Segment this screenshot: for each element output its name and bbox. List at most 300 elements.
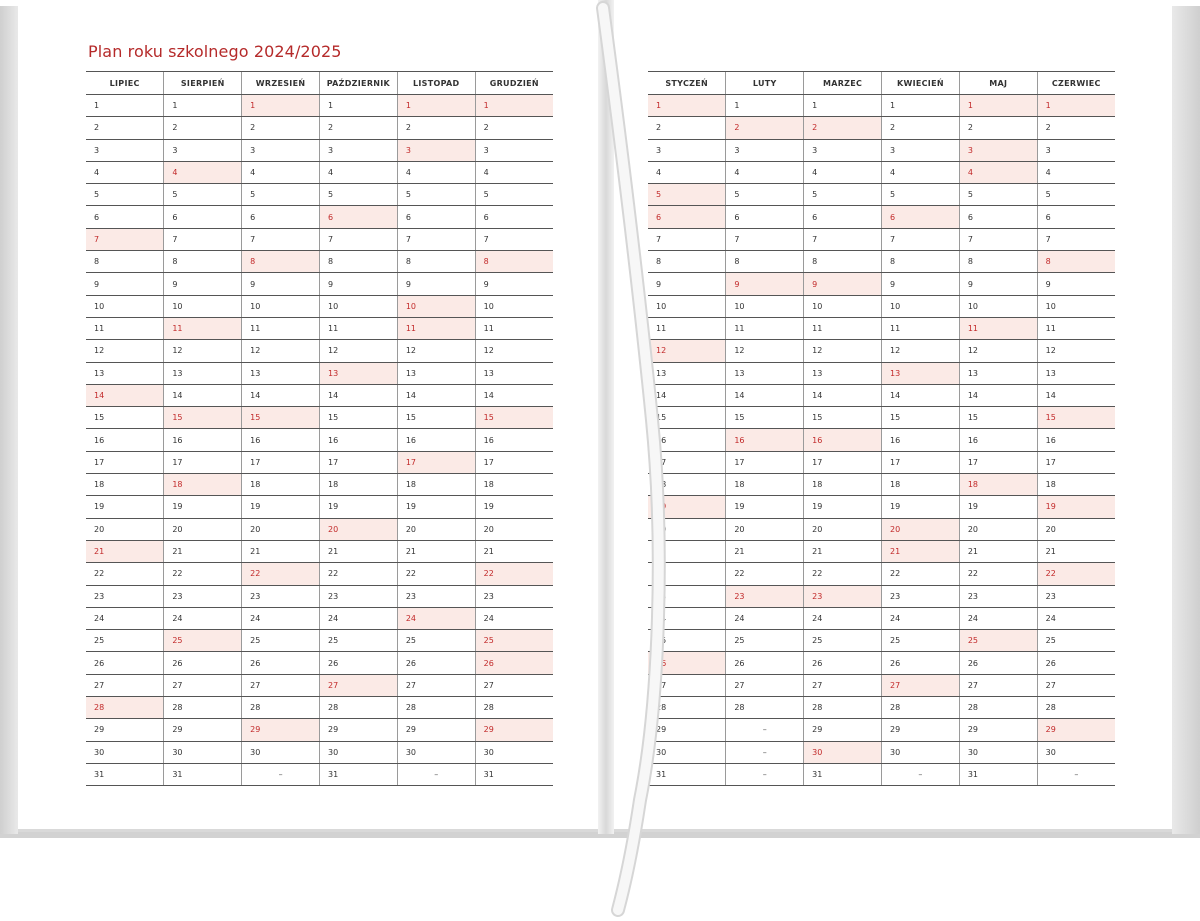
day-row [86, 585, 553, 607]
day-cell: 29 [164, 719, 242, 741]
day-cell-highlighted: 2 [804, 117, 882, 139]
day-cell: 18 [648, 474, 726, 496]
day-cell: 21 [804, 540, 882, 562]
day-row [86, 697, 553, 719]
day-cell-empty: – [726, 741, 804, 763]
day-cell: 2 [1037, 117, 1115, 139]
day-cell-highlighted: 23 [726, 585, 804, 607]
day-row [86, 139, 553, 161]
day-cell: 8 [959, 251, 1037, 273]
day-cell: 23 [319, 585, 397, 607]
day-cell: 22 [959, 563, 1037, 585]
day-cell: 6 [397, 206, 475, 228]
day-cell: 29 [397, 719, 475, 741]
day-cell: 10 [959, 295, 1037, 317]
day-row [648, 184, 1115, 206]
day-cell: 28 [726, 697, 804, 719]
day-cell: 14 [726, 384, 804, 406]
day-row [648, 719, 1115, 741]
day-cell: 10 [1037, 295, 1115, 317]
day-cell: 1 [86, 95, 164, 117]
day-cell: 1 [726, 95, 804, 117]
day-cell: 4 [319, 161, 397, 183]
day-cell-highlighted: 15 [242, 407, 320, 429]
day-cell-highlighted: 11 [164, 317, 242, 339]
book-gutter [598, 0, 614, 834]
day-cell-highlighted: 17 [397, 451, 475, 473]
day-row [86, 273, 553, 295]
day-cell: 7 [881, 228, 959, 250]
day-cell: 16 [959, 429, 1037, 451]
day-row [86, 384, 553, 406]
day-row [648, 273, 1115, 295]
day-cell-highlighted: 8 [1037, 251, 1115, 273]
day-cell-highlighted: 4 [959, 161, 1037, 183]
day-cell: 24 [242, 607, 320, 629]
day-cell: 23 [648, 585, 726, 607]
day-cell: 27 [804, 674, 882, 696]
day-cell: 30 [1037, 741, 1115, 763]
day-cell-highlighted: 5 [648, 184, 726, 206]
day-row [648, 161, 1115, 183]
day-cell: 22 [397, 563, 475, 585]
day-cell: 21 [164, 540, 242, 562]
day-cell-highlighted: 29 [1037, 719, 1115, 741]
day-cell: 11 [475, 317, 553, 339]
day-cell: 19 [804, 496, 882, 518]
day-cell: 9 [164, 273, 242, 295]
day-cell: 9 [242, 273, 320, 295]
day-cell-highlighted: 29 [242, 719, 320, 741]
day-cell: 31 [319, 763, 397, 785]
day-row [86, 607, 553, 629]
day-cell: 25 [648, 630, 726, 652]
day-cell: 25 [726, 630, 804, 652]
day-cell: 16 [397, 429, 475, 451]
day-cell: 4 [648, 161, 726, 183]
day-cell: 31 [648, 763, 726, 785]
day-row [648, 607, 1115, 629]
day-cell: 26 [319, 652, 397, 674]
day-cell: 28 [164, 697, 242, 719]
day-row [648, 518, 1115, 540]
day-row [86, 117, 553, 139]
day-row [86, 563, 553, 585]
day-cell: 29 [881, 719, 959, 741]
day-cell: 27 [1037, 674, 1115, 696]
day-cell-highlighted: 26 [648, 652, 726, 674]
day-cell: 7 [242, 228, 320, 250]
day-cell: 25 [86, 630, 164, 652]
day-cell: 22 [164, 563, 242, 585]
day-cell: 14 [397, 384, 475, 406]
day-cell: 23 [164, 585, 242, 607]
day-row [86, 630, 553, 652]
day-cell: 3 [804, 139, 882, 161]
calendar-table-first-half [86, 71, 553, 786]
day-cell: 27 [242, 674, 320, 696]
day-cell: 21 [1037, 540, 1115, 562]
day-cell: 6 [726, 206, 804, 228]
day-cell: 3 [648, 139, 726, 161]
day-cell: 17 [804, 451, 882, 473]
day-cell: 20 [804, 518, 882, 540]
day-cell: 14 [242, 384, 320, 406]
day-cell: 31 [475, 763, 553, 785]
day-cell: 17 [164, 451, 242, 473]
day-cell: 7 [959, 228, 1037, 250]
day-cell: 7 [397, 228, 475, 250]
day-cell: 28 [648, 697, 726, 719]
day-row [648, 674, 1115, 696]
day-cell: 8 [881, 251, 959, 273]
day-cell: 17 [959, 451, 1037, 473]
day-cell: 18 [1037, 474, 1115, 496]
day-cell-empty: – [726, 719, 804, 741]
day-cell: 4 [804, 161, 882, 183]
day-cell: 28 [881, 697, 959, 719]
day-cell-highlighted: 6 [319, 206, 397, 228]
day-cell: 23 [86, 585, 164, 607]
day-row [648, 741, 1115, 763]
day-cell: 26 [164, 652, 242, 674]
day-cell: 4 [242, 161, 320, 183]
day-cell: 3 [1037, 139, 1115, 161]
day-cell: 9 [319, 273, 397, 295]
month-header: KWIECIEŃ [881, 72, 959, 95]
day-cell-highlighted: 15 [475, 407, 553, 429]
day-cell: 25 [1037, 630, 1115, 652]
day-cell: 3 [726, 139, 804, 161]
day-cell: 8 [726, 251, 804, 273]
day-cell: 2 [648, 117, 726, 139]
day-cell: 9 [959, 273, 1037, 295]
month-header: WRZESIEŃ [242, 72, 320, 95]
day-cell: 30 [881, 741, 959, 763]
day-cell-highlighted: 6 [648, 206, 726, 228]
day-cell-highlighted: 16 [804, 429, 882, 451]
day-row [86, 518, 553, 540]
day-cell-highlighted: 15 [164, 407, 242, 429]
day-cell-highlighted: 7 [86, 228, 164, 250]
day-cell: 29 [319, 719, 397, 741]
day-cell: 22 [86, 563, 164, 585]
day-row [648, 251, 1115, 273]
day-cell: 23 [475, 585, 553, 607]
day-cell: 28 [319, 697, 397, 719]
day-cell: 31 [959, 763, 1037, 785]
day-cell: 4 [726, 161, 804, 183]
day-cell: 31 [804, 763, 882, 785]
day-cell: 4 [397, 161, 475, 183]
day-cell: 4 [86, 161, 164, 183]
day-cell: 5 [242, 184, 320, 206]
day-row [648, 429, 1115, 451]
day-cell: 8 [804, 251, 882, 273]
day-cell: 5 [804, 184, 882, 206]
day-cell: 6 [1037, 206, 1115, 228]
day-cell: 27 [648, 674, 726, 696]
month-header: MARZEC [804, 72, 882, 95]
day-cell: 25 [881, 630, 959, 652]
day-cell-highlighted: 1 [648, 95, 726, 117]
day-cell-highlighted: 11 [397, 317, 475, 339]
day-row [86, 429, 553, 451]
day-cell: 30 [164, 741, 242, 763]
day-cell: 13 [804, 362, 882, 384]
day-cell: 6 [959, 206, 1037, 228]
day-cell: 29 [648, 719, 726, 741]
day-cell: 1 [881, 95, 959, 117]
day-cell: 2 [86, 117, 164, 139]
day-cell: 20 [648, 518, 726, 540]
day-cell: 22 [804, 563, 882, 585]
month-header: PAŹDZIERNIK [319, 72, 397, 95]
day-cell: 7 [319, 228, 397, 250]
day-cell: 24 [881, 607, 959, 629]
day-cell: 18 [397, 474, 475, 496]
day-cell: 19 [86, 496, 164, 518]
day-cell: 27 [959, 674, 1037, 696]
day-cell: 22 [648, 563, 726, 585]
day-cell: 3 [242, 139, 320, 161]
day-cell-highlighted: 4 [164, 161, 242, 183]
day-row [86, 496, 553, 518]
day-row [86, 251, 553, 273]
day-cell: 7 [804, 228, 882, 250]
day-cell: 11 [881, 317, 959, 339]
day-cell: 30 [86, 741, 164, 763]
day-row [648, 585, 1115, 607]
day-cell: 7 [164, 228, 242, 250]
day-cell: 26 [726, 652, 804, 674]
day-cell-empty: – [726, 763, 804, 785]
day-cell-highlighted: 10 [397, 295, 475, 317]
day-cell: 23 [1037, 585, 1115, 607]
day-cell: 21 [475, 540, 553, 562]
day-cell: 2 [397, 117, 475, 139]
day-cell: 10 [726, 295, 804, 317]
day-cell: 23 [242, 585, 320, 607]
day-cell: 7 [648, 228, 726, 250]
month-header: LISTOPAD [397, 72, 475, 95]
day-cell: 30 [648, 741, 726, 763]
day-cell: 23 [959, 585, 1037, 607]
day-row [86, 317, 553, 339]
day-cell-highlighted: 1 [1037, 95, 1115, 117]
day-cell-highlighted: 3 [959, 139, 1037, 161]
day-row [86, 540, 553, 562]
day-cell-empty: – [1037, 763, 1115, 785]
day-cell: 1 [319, 95, 397, 117]
day-cell: 6 [242, 206, 320, 228]
day-cell: 5 [881, 184, 959, 206]
day-cell: 7 [1037, 228, 1115, 250]
day-cell: 15 [86, 407, 164, 429]
day-cell: 28 [397, 697, 475, 719]
day-row [86, 184, 553, 206]
day-cell: 24 [319, 607, 397, 629]
day-cell-highlighted: 1 [959, 95, 1037, 117]
day-cell: 14 [319, 384, 397, 406]
day-cell: 15 [726, 407, 804, 429]
day-row [648, 384, 1115, 406]
day-cell: 24 [86, 607, 164, 629]
day-cell: 28 [804, 697, 882, 719]
day-cell: 21 [726, 540, 804, 562]
page-title: Plan roku szkolnego 2024/2025 [88, 42, 342, 61]
day-row [86, 674, 553, 696]
day-cell: 12 [397, 340, 475, 362]
day-cell: 12 [164, 340, 242, 362]
day-cell: 5 [475, 184, 553, 206]
day-row [86, 161, 553, 183]
day-cell: 17 [475, 451, 553, 473]
day-row [648, 630, 1115, 652]
day-cell: 26 [804, 652, 882, 674]
day-cell: 14 [648, 384, 726, 406]
day-cell-highlighted: 20 [881, 518, 959, 540]
day-cell: 17 [648, 451, 726, 473]
day-cell: 26 [959, 652, 1037, 674]
day-cell: 1 [164, 95, 242, 117]
day-cell: 19 [726, 496, 804, 518]
day-cell: 4 [1037, 161, 1115, 183]
day-cell-empty: – [397, 763, 475, 785]
day-cell: 14 [475, 384, 553, 406]
day-cell: 27 [397, 674, 475, 696]
month-header: GRUDZIEŃ [475, 72, 553, 95]
month-header: STYCZEŃ [648, 72, 726, 95]
day-row [86, 451, 553, 473]
day-cell: 30 [242, 741, 320, 763]
day-cell: 10 [881, 295, 959, 317]
day-cell: 29 [86, 719, 164, 741]
day-cell: 24 [1037, 607, 1115, 629]
day-cell-highlighted: 22 [475, 563, 553, 585]
day-cell: 5 [959, 184, 1037, 206]
day-row [648, 563, 1115, 585]
day-cell: 12 [804, 340, 882, 362]
day-row [648, 362, 1115, 384]
day-cell: 8 [319, 251, 397, 273]
day-cell: 17 [86, 451, 164, 473]
day-cell: 18 [881, 474, 959, 496]
day-cell: 17 [319, 451, 397, 473]
day-cell: 28 [1037, 697, 1115, 719]
day-cell: 3 [319, 139, 397, 161]
day-cell: 26 [1037, 652, 1115, 674]
day-cell: 4 [881, 161, 959, 183]
day-cell: 15 [319, 407, 397, 429]
day-cell: 5 [397, 184, 475, 206]
day-cell-highlighted: 14 [86, 384, 164, 406]
day-cell-highlighted: 27 [881, 674, 959, 696]
day-cell: 17 [1037, 451, 1115, 473]
day-cell: 5 [319, 184, 397, 206]
day-row [648, 95, 1115, 117]
calendar-table-second-half [648, 71, 1115, 786]
day-row [648, 340, 1115, 362]
day-cell: 18 [726, 474, 804, 496]
day-cell: 19 [397, 496, 475, 518]
day-cell: 9 [86, 273, 164, 295]
right-page-edge [1172, 6, 1200, 834]
day-cell-highlighted: 25 [959, 630, 1037, 652]
day-cell: 10 [86, 295, 164, 317]
day-row [86, 340, 553, 362]
day-cell: 15 [881, 407, 959, 429]
day-cell: 16 [881, 429, 959, 451]
day-cell: 13 [86, 362, 164, 384]
day-cell: 14 [881, 384, 959, 406]
day-cell: 21 [319, 540, 397, 562]
day-cell: 28 [959, 697, 1037, 719]
day-cell: 20 [475, 518, 553, 540]
day-cell: 6 [86, 206, 164, 228]
day-cell: 2 [881, 117, 959, 139]
day-cell: 11 [726, 317, 804, 339]
day-cell: 12 [1037, 340, 1115, 362]
day-cell: 21 [397, 540, 475, 562]
day-cell: 16 [242, 429, 320, 451]
day-cell: 30 [319, 741, 397, 763]
day-cell-highlighted: 1 [397, 95, 475, 117]
day-row [648, 451, 1115, 473]
day-cell: 27 [475, 674, 553, 696]
day-cell: 30 [959, 741, 1037, 763]
day-row [648, 206, 1115, 228]
day-cell-highlighted: 12 [648, 340, 726, 362]
day-cell-highlighted: 22 [1037, 563, 1115, 585]
month-header: LUTY [726, 72, 804, 95]
month-header: LIPIEC [86, 72, 164, 95]
day-row [648, 139, 1115, 161]
day-cell: 20 [1037, 518, 1115, 540]
day-cell: 22 [726, 563, 804, 585]
day-cell: 13 [475, 362, 553, 384]
day-row [86, 652, 553, 674]
day-cell: 24 [648, 607, 726, 629]
day-cell: 6 [164, 206, 242, 228]
day-cell: 9 [881, 273, 959, 295]
day-cell-highlighted: 26 [475, 652, 553, 674]
day-cell: 21 [242, 540, 320, 562]
day-cell-empty: – [242, 763, 320, 785]
day-cell: 3 [86, 139, 164, 161]
day-cell: 21 [959, 540, 1037, 562]
day-cell: 24 [959, 607, 1037, 629]
day-cell: 22 [319, 563, 397, 585]
day-cell: 12 [319, 340, 397, 362]
day-cell: 11 [242, 317, 320, 339]
day-cell: 30 [397, 741, 475, 763]
day-cell: 26 [86, 652, 164, 674]
day-cell: 10 [164, 295, 242, 317]
month-header: MAJ [959, 72, 1037, 95]
day-cell: 24 [475, 607, 553, 629]
day-cell: 9 [397, 273, 475, 295]
day-cell: 12 [726, 340, 804, 362]
day-cell: 2 [959, 117, 1037, 139]
day-cell: 3 [475, 139, 553, 161]
day-cell: 13 [1037, 362, 1115, 384]
day-cell: 18 [86, 474, 164, 496]
day-cell: 10 [648, 295, 726, 317]
day-cell: 18 [319, 474, 397, 496]
day-cell: 10 [475, 295, 553, 317]
day-row [86, 362, 553, 384]
